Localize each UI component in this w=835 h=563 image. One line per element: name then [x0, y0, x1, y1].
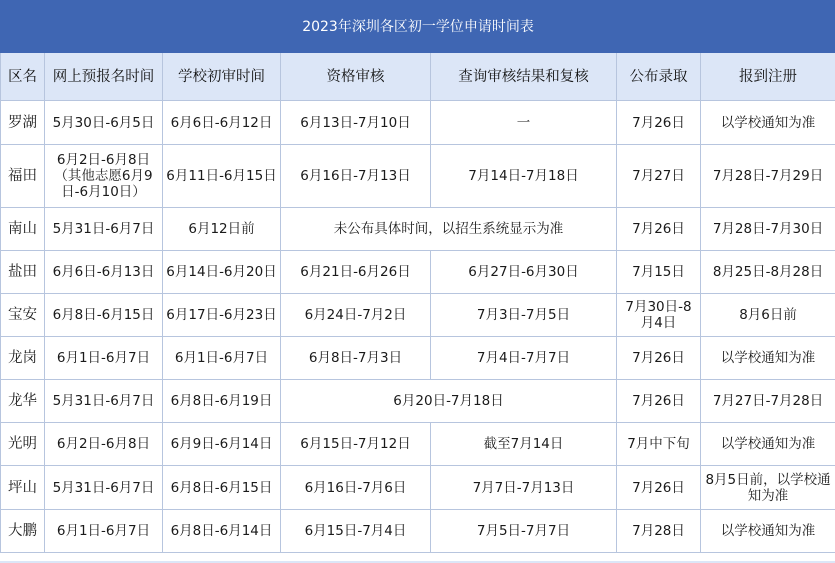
header-row — [1, 53, 835, 101]
cell-school-review: 6月8日-6月14日 — [163, 510, 281, 553]
cell-admission: 7月26日 — [617, 101, 701, 145]
cell-registration: 以学校通知为准 — [701, 337, 835, 380]
cell-district: 福田 — [1, 145, 45, 208]
table-title: 2023年深圳各区初一学位申请时间表 — [1, 1, 835, 53]
cell-admission: 7月26日 — [617, 380, 701, 423]
cell-registration: 8月6日前 — [701, 294, 835, 337]
table-row — [1, 510, 835, 553]
cell-school-review: 6月1日-6月7日 — [163, 337, 281, 380]
table-row — [1, 423, 835, 466]
cell-online-registration: 5月31日-6月7日 — [45, 380, 163, 423]
table-row — [1, 208, 835, 251]
cell-school-review: 6月11日-6月15日 — [163, 145, 281, 208]
cell-registration: 以学校通知为准 — [701, 423, 835, 466]
cell-qualification: 6月16日-7月6日 — [281, 466, 431, 510]
cell-qualification: 6月16日-7月13日 — [281, 145, 431, 208]
cell-online-registration: 6月8日-6月15日 — [45, 294, 163, 337]
header-district: 区名 — [1, 53, 45, 101]
cell-admission: 7月26日 — [617, 466, 701, 510]
table-row — [1, 380, 835, 423]
cell-query-result: 7月3日-7月5日 — [431, 294, 617, 337]
cell-school-review: 6月17日-6月23日 — [163, 294, 281, 337]
cell-qualification: 6月15日-7月12日 — [281, 423, 431, 466]
cell-query-result: 7月4日-7月7日 — [431, 337, 617, 380]
cell-online-registration: 6月6日-6月13日 — [45, 251, 163, 294]
cell-online-registration: 5月31日-6月7日 — [45, 208, 163, 251]
cell-query-result: 7月7日-7月13日 — [431, 466, 617, 510]
cell-registration: 7月28日-7月29日 — [701, 145, 835, 208]
cell-admission: 7月中下旬 — [617, 423, 701, 466]
cell-query-result: 截至7月14日 — [431, 423, 617, 466]
cell-qualification: 6月21日-6月26日 — [281, 251, 431, 294]
header-query-result: 查询审核结果和复核 — [431, 53, 617, 101]
cell-qualification: 6月13日-7月10日 — [281, 101, 431, 145]
cell-review-and-query-merged: 未公布具体时间，以招生系统显示为准 — [281, 208, 617, 251]
header-admission: 公布录取 — [617, 53, 701, 101]
cell-admission: 7月28日 — [617, 510, 701, 553]
cell-district: 盐田 — [1, 251, 45, 294]
cell-district: 龙华 — [1, 380, 45, 423]
cell-school-review: 6月9日-6月14日 — [163, 423, 281, 466]
header-registration: 报到注册 — [701, 53, 835, 101]
table-row — [1, 294, 835, 337]
cell-district: 宝安 — [1, 294, 45, 337]
cell-registration: 8月5日前，以学校通知为准 — [701, 466, 835, 510]
cell-admission: 7月30日-8月4日 — [617, 294, 701, 337]
cell-school-review: 6月14日-6月20日 — [163, 251, 281, 294]
cell-online-registration: 5月31日-6月7日 — [45, 466, 163, 510]
cell-admission: 7月26日 — [617, 337, 701, 380]
cell-online-registration: 6月2日-6月8日（其他志愿6月9日-6月10日） — [45, 145, 163, 208]
cell-school-review: 6月12日前 — [163, 208, 281, 251]
table-row — [1, 101, 835, 145]
cell-qualification: 6月15日-7月4日 — [281, 510, 431, 553]
cell-registration: 7月27日-7月28日 — [701, 380, 835, 423]
cell-district: 龙岗 — [1, 337, 45, 380]
cell-registration: 8月25日-8月28日 — [701, 251, 835, 294]
header-online-registration: 网上预报名时间 — [45, 53, 163, 101]
cell-review-and-query-merged: 6月20日-7月18日 — [281, 380, 617, 423]
cell-district: 坪山 — [1, 466, 45, 510]
cell-query-result: 7月5日-7月7日 — [431, 510, 617, 553]
cell-district: 南山 — [1, 208, 45, 251]
title-row — [1, 1, 835, 53]
header-school-review: 学校初审时间 — [163, 53, 281, 101]
header-qualification: 资格审核 — [281, 53, 431, 101]
cell-query-result: 6月27日-6月30日 — [431, 251, 617, 294]
cell-registration: 7月28日-7月30日 — [701, 208, 835, 251]
table-row — [1, 337, 835, 380]
cell-online-registration: 6月1日-6月7日 — [45, 510, 163, 553]
cell-district: 大鹏 — [1, 510, 45, 553]
cell-online-registration: 6月2日-6月8日 — [45, 423, 163, 466]
cell-qualification: 6月24日-7月2日 — [281, 294, 431, 337]
cell-school-review: 6月6日-6月12日 — [163, 101, 281, 145]
cell-district: 罗湖 — [1, 101, 45, 145]
table-row — [1, 251, 835, 294]
cell-online-registration: 6月1日-6月7日 — [45, 337, 163, 380]
cell-district: 光明 — [1, 423, 45, 466]
cell-admission: 7月15日 — [617, 251, 701, 294]
cell-school-review: 6月8日-6月19日 — [163, 380, 281, 423]
cell-school-review: 6月8日-6月15日 — [163, 466, 281, 510]
cell-admission: 7月27日 — [617, 145, 701, 208]
cell-online-registration: 5月30日-6月5日 — [45, 101, 163, 145]
table-row — [1, 466, 835, 510]
cell-query-result: 一 — [431, 101, 617, 145]
table-row — [1, 145, 835, 208]
cell-registration: 以学校通知为准 — [701, 510, 835, 553]
cell-query-result: 7月14日-7月18日 — [431, 145, 617, 208]
cell-admission: 7月26日 — [617, 208, 701, 251]
cell-qualification: 6月8日-7月3日 — [281, 337, 431, 380]
cell-registration: 以学校通知为准 — [701, 101, 835, 145]
